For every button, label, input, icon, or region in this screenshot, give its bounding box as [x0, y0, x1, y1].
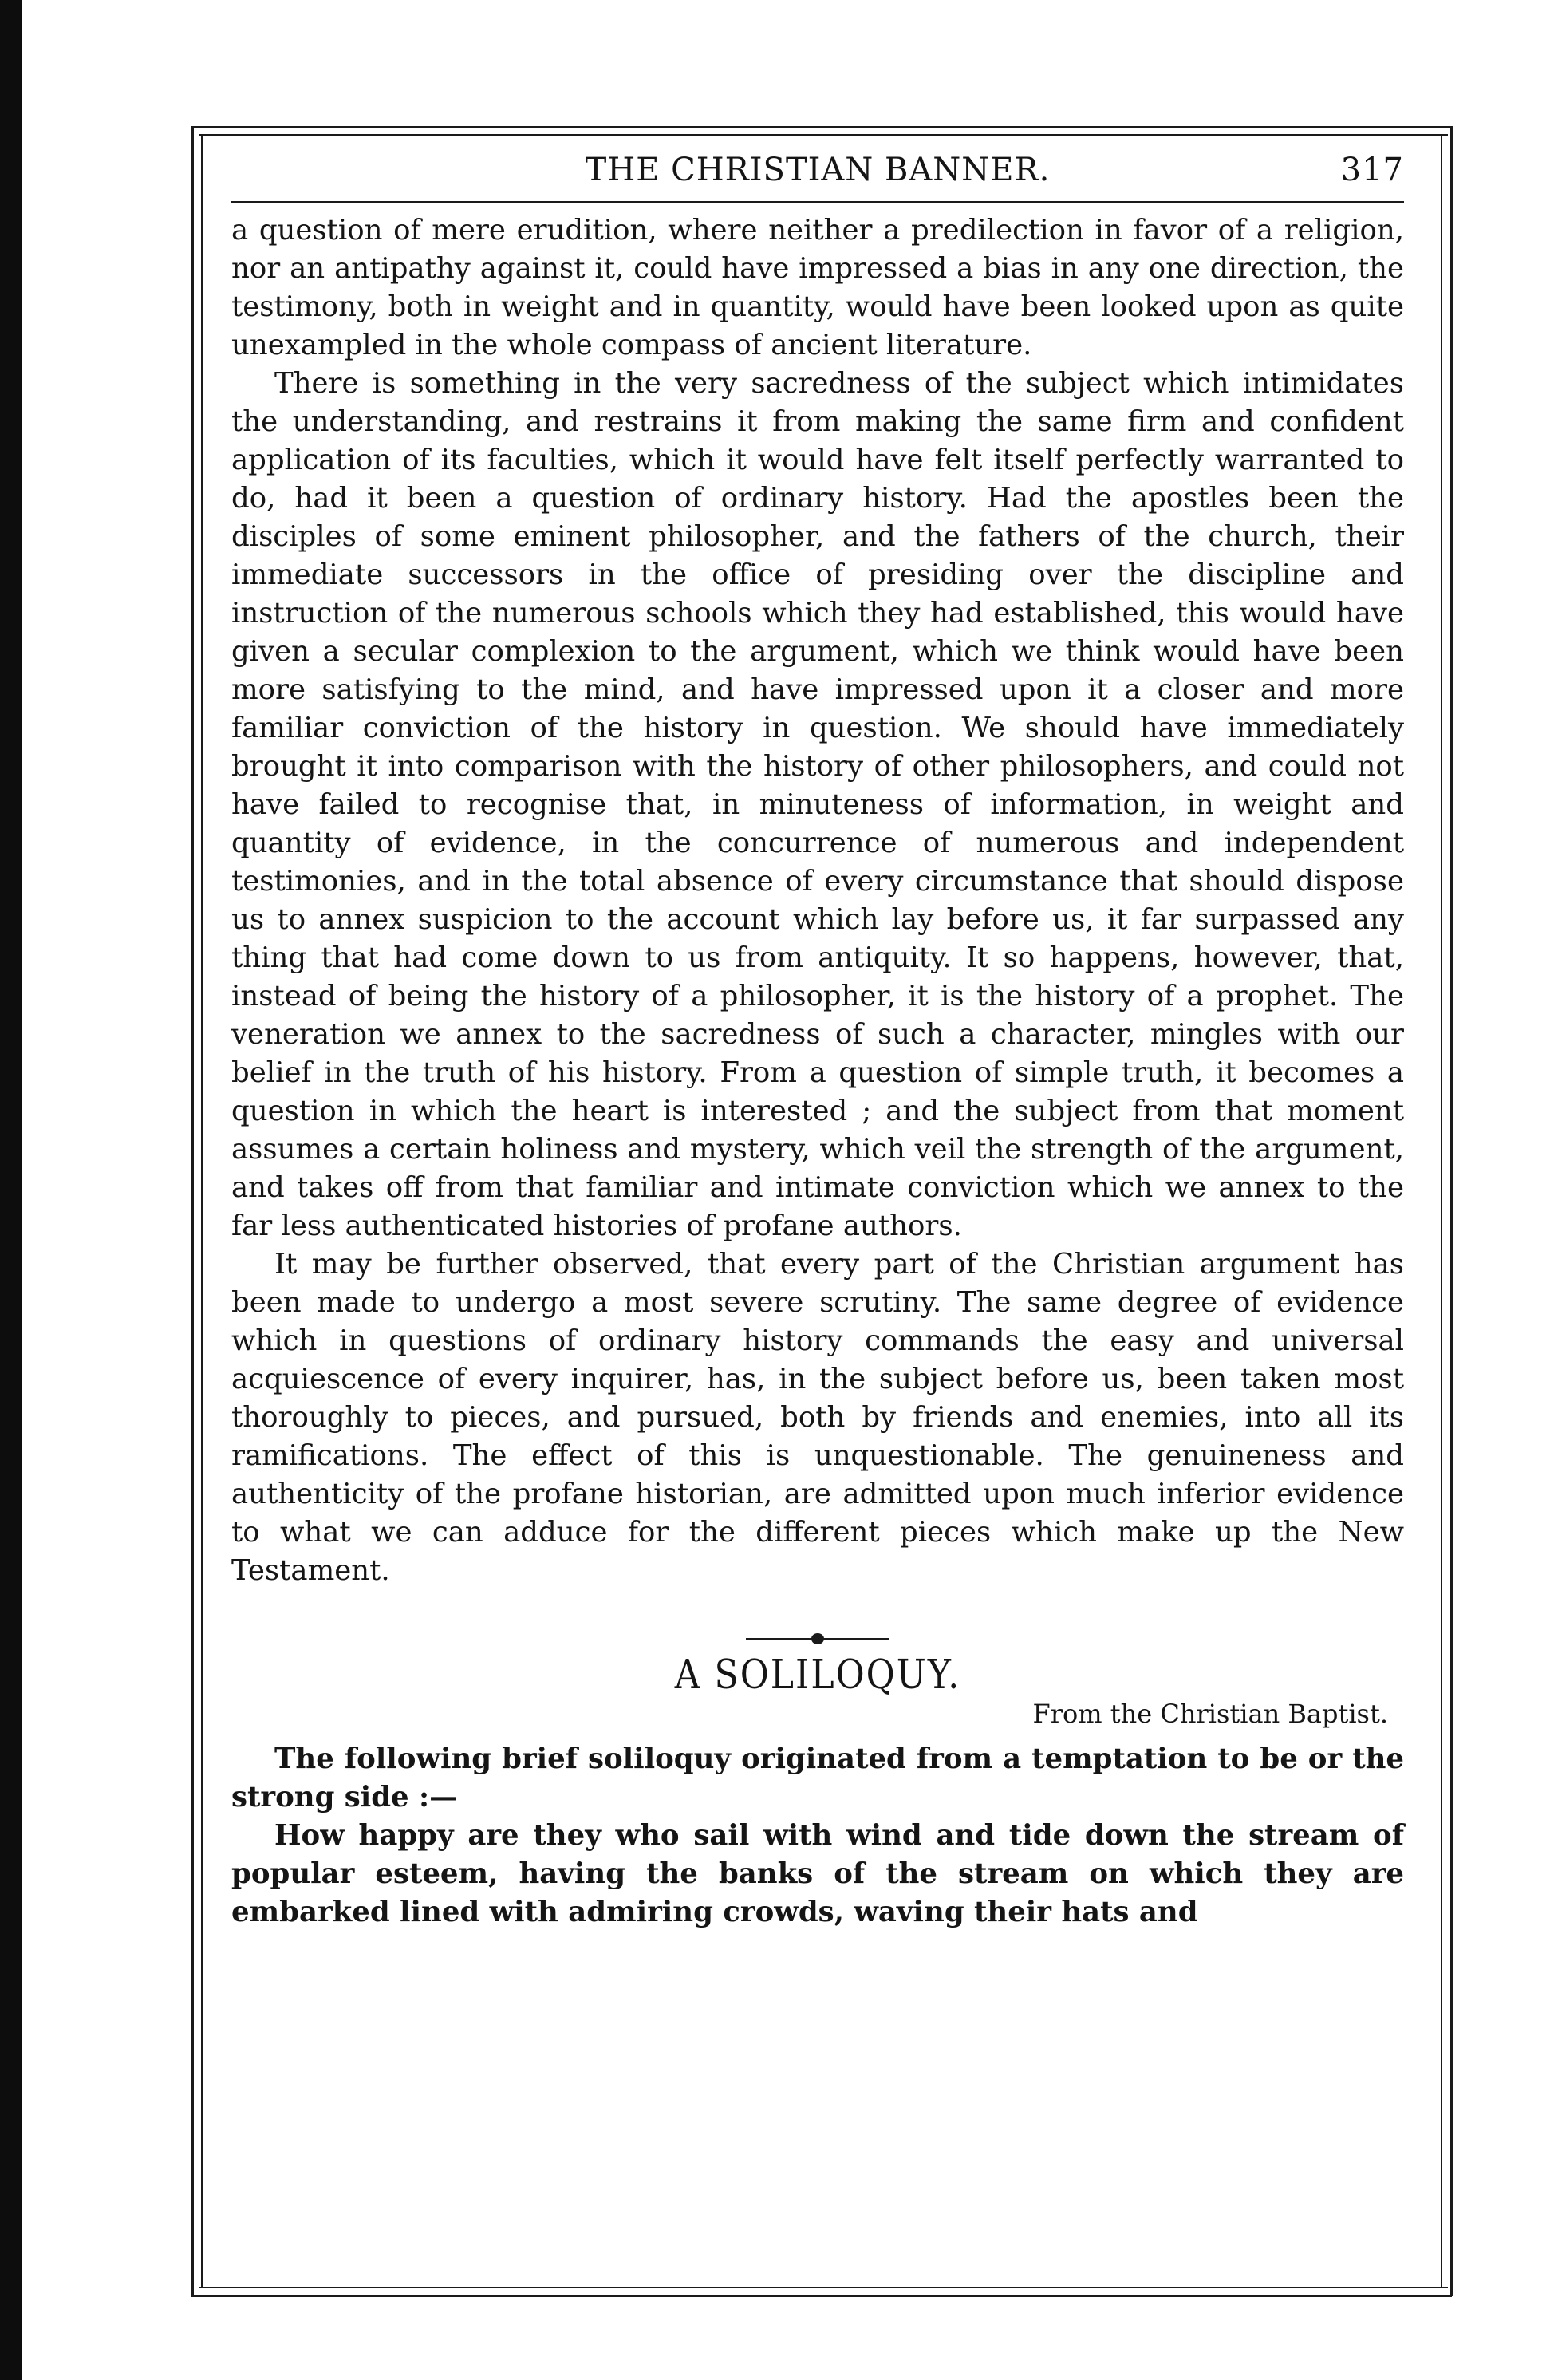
- section-title: A SOLILOQUY.: [674, 1652, 961, 1699]
- section-source: From the Christian Baptist.: [1032, 1699, 1388, 1729]
- section-divider: [746, 1638, 889, 1640]
- soliloquy-paragraph-2: How happy are they who sail with wind and tide down the stream of popular esteem, having the banks of the stream on which they are embarked lined with admiring crowds, waving their hats and: [231, 1819, 1404, 1928]
- frame-right-rule: [1450, 126, 1453, 2296]
- header-rule: [231, 201, 1404, 203]
- frame-top-rule: [191, 126, 1452, 128]
- running-header: [231, 152, 1404, 193]
- page-content: [231, 152, 1404, 1932]
- body-paragraph-3: It may be further observed, that every part of the Christian argument has been made to undergo a most severe scrutiny. The same degree of evidence which in questions of ordinary history commands the easy and universal acquiescence of every inquirer, has, in the subject before us, been taken most thoroughly to pieces, and pursued, both by friends and enemies, into all its ramifications. The effect of this is unquestionable. The genuineness and authenticity of the profane historian, are admitted upon much inferior evidence to what we can adduce for the different pieces which make up the New Testament.: [231, 1248, 1404, 1587]
- frame-right-rule-inner: [1441, 134, 1442, 2288]
- frame-top-rule-inner: [199, 134, 1448, 136]
- body-paragraph-2: There is something in the very sacredness of the subject which intimidates the understanding, and restrains it from making the same firm and confident application of its faculties, which it would have felt itself perfectly warranted to do, had it been a question of ordinary history. Had the apostles been the disciples of some eminent philosopher, and the fathers of the church, their immediate successors in the office of presiding over the discipline and instruction of the numerous schools which they had established, this would have given a secular complexion to the argument, which we think would have been more satisfying to the mind, and have impressed upon it a closer and more familiar conviction of the history in question. We should have immediately brought it into comparison with the history of other philosophers, and could not have failed to recognise that, in minuteness of information, in weight and quantity of evidence, in the concurrence of numerous and independent testimonies, and in the total absence of every circumstance that should dispose us to annex suspicion to the account which lay before us, it far surpassed any thing that had come down to us from antiquity. It so happens, however, that, instead of being the history of a philosopher, it is the history of a prophet. The veneration we annex to the sacredness of such a character, mingles with our belief in the truth of his history. From a question of simple truth, it becomes a question in which the heart is interested ; and the subject from that moment assumes a certain holiness and mystery, which veil the strength of the argument, and takes off from that familiar and intimate conviction which we annex to the far less authenticated histories of profane authors.: [231, 367, 1404, 1242]
- body-paragraph-1: a question of mere erudition, where neither a predilection in favor of a religion, nor an antipathy against it, could have impressed a bias in any one direction, the testimony, both in weight and in quantity, would have been looked upon as quite unexampled in the whole compass of ancient literature.: [231, 214, 1404, 361]
- page-number: 317: [1340, 152, 1404, 188]
- frame-left-rule-inner: [201, 134, 203, 2288]
- frame-bottom-rule: [191, 2295, 1452, 2297]
- soliloquy-paragraph-1: The following brief soliloquy originated from a temptation to be or the strong side :—: [231, 1743, 1404, 1814]
- running-title: THE CHRISTIAN BANNER.: [585, 152, 1051, 188]
- frame-left-rule: [191, 126, 194, 2296]
- frame-bottom-rule-inner: [199, 2287, 1448, 2288]
- scan-edge-bar: [0, 0, 22, 2380]
